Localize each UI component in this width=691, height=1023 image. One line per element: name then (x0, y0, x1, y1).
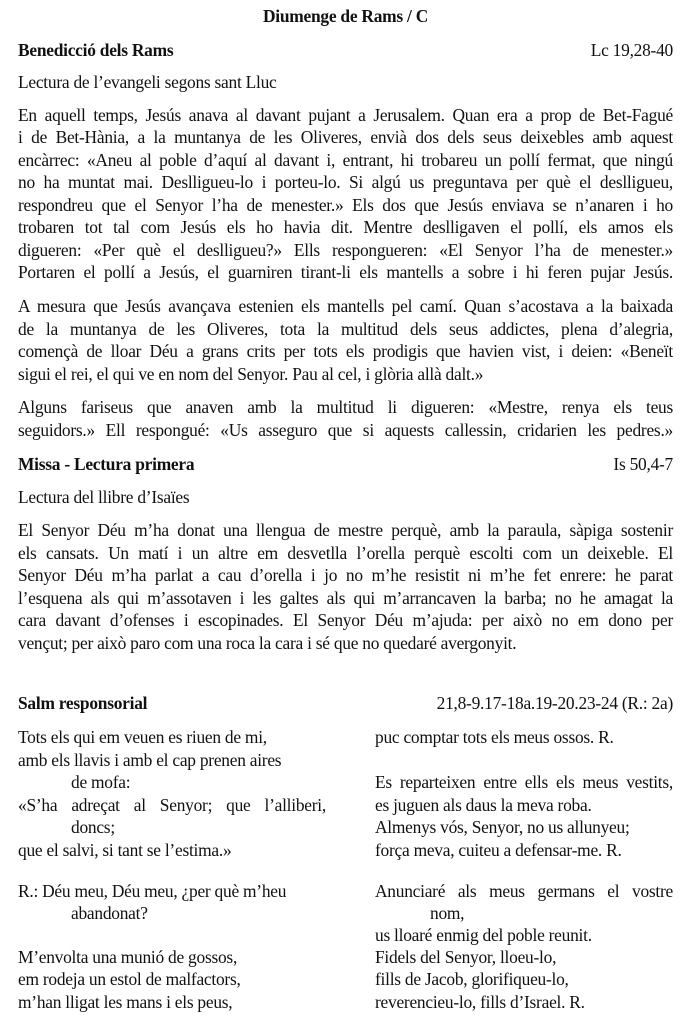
section-heading-psalm: Salm responsorial (18, 693, 148, 713)
text-line: seguidors.» Ell respongué: «Us asseguro que si aquests callessin, cridarien les pedres.» (18, 420, 673, 440)
text-line: començà de lloar Déu a grans crits per tots els prodigis que havien vist, i deien: «Beneït (18, 341, 673, 361)
text-line: encàrrec: «Aneu al poble d’aquí al davant i, entrant, hi trobareu un pollí fermat, que ningú (18, 150, 673, 170)
psalm-line: Fidels del Senyor, lloeu-lo, (375, 947, 557, 967)
psalm-line: us lloaré enmig del poble reunit. (375, 925, 592, 945)
psalm-line: puc comptar tots els meus ossos. R. (375, 727, 614, 747)
psalm-line: força meva, cuiteu a defensar-me. R. (375, 840, 622, 860)
text-line: l’esquena als qui m’assotaven i les galtes als qui m’arrancaven la barba; no he amagat la (18, 588, 673, 608)
psalm-line: Anunciaré als meus germans el vostre (375, 881, 673, 901)
text-line: Portaren el pollí a Jesús, el guarniren tirant-li els mantells a sobre i hi feren pujar Jesús. (18, 262, 673, 282)
psalm-response: abandonat? (71, 903, 148, 923)
psalm-line: de mofa: (71, 772, 131, 792)
psalm-line: Tots els qui em veuen es riuen de mi, (18, 727, 267, 747)
reference-first-reading: Is 50,4-7 (613, 454, 673, 474)
text-line: i de Bet-Hània, a la muntanya de les Oliveres, envià dos dels seus deixebles amb aquest (18, 127, 673, 147)
psalm-line: amb els llavis i amb el cap prenen aires (18, 750, 282, 770)
psalm-line: Almenys vós, Senyor, no us allunyeu; (375, 817, 630, 837)
reading-intro-isaiah: Lectura del llibre d’Isaïes (18, 487, 190, 507)
text-line: digueren: «Per què el deslligueu?» Ells respongueren: «El Senyor l’ha de menester.» (18, 240, 673, 260)
text-line: A mesura que Jesús avançava estenien els mantells pel camí. Quan s’acostava a la baixada (18, 296, 673, 316)
psalm-line: doncs; (71, 817, 115, 837)
text-line: sigui el rei, el qui ve en nom del Senyor. Pau al cel, i glòria allà dalt.» (18, 364, 484, 384)
text-line: Alguns fariseus que anaven amb la multitud li digueren: «Mestre, renya els teus (18, 397, 673, 417)
text-line: cara davant d’ofenses i escopinades. El Senyor Déu m’ajuda: per això no em dono per (18, 610, 673, 630)
psalm-line: que el salvi, si tant se l’estima.» (18, 840, 232, 860)
text-line: de la muntanya de les Oliveres, tota la multitud dels seus addictes, plena d’alegria, (18, 319, 673, 339)
text-line: els cansats. Un matí i un altre em desvetlla l’orella perquè escolti com un deixeble. El (18, 543, 673, 563)
psalm-line: M’envolta una munió de gossos, (18, 947, 238, 967)
text-line: Senyor Déu m’ha parlat a cau d’orella i jo no m’he resistit ni m’he fet enrere: he parat (18, 565, 673, 585)
reference-blessing: Lc 19,28-40 (590, 40, 673, 60)
reading-intro-gospel: Lectura de l’evangeli segons sant Lluc (18, 72, 277, 92)
psalm-line: es juguen als daus la meva roba. (375, 795, 592, 815)
psalm-line: fills de Jacob, glorifiqueu-lo, (375, 969, 569, 989)
text-line: respondreu que el Senyor l’ha de menester.» Els dos que Jesús enviava se n’anaren i ho (18, 195, 673, 215)
psalm-line: reverencieu-lo, fills d’Israel. R. (375, 992, 585, 1012)
text-line: trobaren tot tal com Jesús els ho havia dit. Mentre deslligaven el pollí, els amos els (18, 217, 673, 237)
text-line: En aquell temps, Jesús anava al davant pujant a Jerusalem. Quan era a prop de Bet-Fagué (18, 105, 673, 125)
psalm-line: «S’ha adreçat al Senyor; que l’alliberi, (18, 795, 326, 815)
psalm-response: R.: Déu meu, Déu meu, ¿per què m’heu (18, 881, 287, 901)
psalm-line: Es reparteixen entre ells els meus vestits, (375, 772, 673, 792)
psalm-line: em rodeja un estol de malfactors, (18, 969, 241, 989)
text-line: no ha muntat mai. Deslligueu-lo i porteu-lo. Si algú us preguntava per què el deslligueu, (18, 172, 673, 192)
psalm-line: nom, (430, 903, 465, 923)
text-line: El Senyor Déu m’ha donat una llengua de mestre perquè, amb la paraula, sàpiga sostenir (18, 520, 673, 540)
reference-psalm: 21,8-9.17-18a.19-20.23-24 (R.: 2a) (436, 693, 673, 713)
section-heading-first-reading: Missa - Lectura primera (18, 454, 195, 474)
section-heading-blessing: Benedicció dels Rams (18, 40, 174, 60)
text-line: vençut; per això paro com una roca la cara i sé que no quedaré avergonyit. (18, 633, 517, 653)
page-title: Diumenge de Rams / C (262, 6, 429, 26)
psalm-line: m’han lligat les mans i els peus, (18, 992, 233, 1012)
